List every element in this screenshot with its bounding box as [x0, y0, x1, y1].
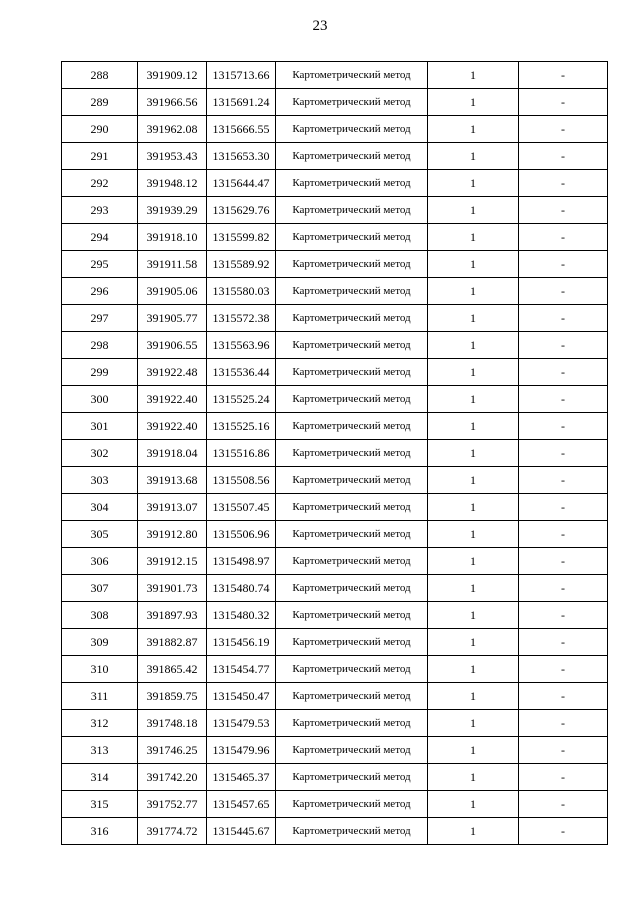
x-coordinate-cell: 391912.80: [138, 521, 207, 548]
method-cell: Картометрический метод: [276, 629, 428, 656]
point-number-cell: 305: [62, 521, 138, 548]
y-coordinate-cell: 1315479.53: [207, 710, 276, 737]
point-number-cell: 292: [62, 170, 138, 197]
note-cell: -: [519, 764, 608, 791]
page-number: 23: [312, 18, 328, 34]
point-number-cell: 316: [62, 818, 138, 845]
y-coordinate-cell: 1315644.47: [207, 170, 276, 197]
note-cell: -: [519, 629, 608, 656]
method-cell: Картометрический метод: [276, 575, 428, 602]
method-cell: Картометрический метод: [276, 89, 428, 116]
accuracy-cell: 1: [428, 602, 519, 629]
accuracy-cell: 1: [428, 791, 519, 818]
y-coordinate-cell: 1315465.37: [207, 764, 276, 791]
method-cell: Картометрический метод: [276, 656, 428, 683]
accuracy-cell: 1: [428, 683, 519, 710]
note-cell: -: [519, 683, 608, 710]
table-row: [62, 143, 608, 170]
accuracy-cell: 1: [428, 143, 519, 170]
x-coordinate-cell: 391918.10: [138, 224, 207, 251]
point-number-cell: 304: [62, 494, 138, 521]
x-coordinate-cell: 391913.07: [138, 494, 207, 521]
method-cell: Картометрический метод: [276, 764, 428, 791]
note-cell: -: [519, 656, 608, 683]
method-cell: Картометрический метод: [276, 737, 428, 764]
y-coordinate-cell: 1315572.38: [207, 305, 276, 332]
point-number-cell: 297: [62, 305, 138, 332]
method-cell: Картометрический метод: [276, 278, 428, 305]
accuracy-cell: 1: [428, 251, 519, 278]
x-coordinate-cell: 391859.75: [138, 683, 207, 710]
table-row: [62, 359, 608, 386]
y-coordinate-cell: 1315457.65: [207, 791, 276, 818]
x-coordinate-cell: 391752.77: [138, 791, 207, 818]
accuracy-cell: 1: [428, 89, 519, 116]
method-cell: Картометрический метод: [276, 251, 428, 278]
note-cell: -: [519, 197, 608, 224]
method-cell: Картометрический метод: [276, 521, 428, 548]
table-row: [62, 89, 608, 116]
x-coordinate-cell: 391882.87: [138, 629, 207, 656]
y-coordinate-cell: 1315507.45: [207, 494, 276, 521]
table-row: [62, 116, 608, 143]
y-coordinate-cell: 1315508.56: [207, 467, 276, 494]
accuracy-cell: 1: [428, 170, 519, 197]
x-coordinate-cell: 391922.48: [138, 359, 207, 386]
method-cell: Картометрический метод: [276, 386, 428, 413]
point-number-cell: 293: [62, 197, 138, 224]
table-row: [62, 548, 608, 575]
method-cell: Картометрический метод: [276, 413, 428, 440]
method-cell: Картометрический метод: [276, 494, 428, 521]
accuracy-cell: 1: [428, 116, 519, 143]
table-row: [62, 575, 608, 602]
x-coordinate-cell: 391865.42: [138, 656, 207, 683]
point-number-cell: 290: [62, 116, 138, 143]
table-row: [62, 278, 608, 305]
point-number-cell: 299: [62, 359, 138, 386]
coordinates-table-body: [62, 62, 608, 845]
note-cell: -: [519, 305, 608, 332]
note-cell: -: [519, 359, 608, 386]
coordinates-table: [61, 61, 608, 845]
note-cell: -: [519, 278, 608, 305]
method-cell: Картометрический метод: [276, 170, 428, 197]
point-number-cell: 308: [62, 602, 138, 629]
accuracy-cell: 1: [428, 737, 519, 764]
point-number-cell: 301: [62, 413, 138, 440]
point-number-cell: 314: [62, 764, 138, 791]
note-cell: -: [519, 791, 608, 818]
accuracy-cell: 1: [428, 575, 519, 602]
table-row: [62, 251, 608, 278]
x-coordinate-cell: 391948.12: [138, 170, 207, 197]
y-coordinate-cell: 1315691.24: [207, 89, 276, 116]
method-cell: Картометрический метод: [276, 224, 428, 251]
note-cell: -: [519, 386, 608, 413]
table-row: [62, 656, 608, 683]
x-coordinate-cell: 391912.15: [138, 548, 207, 575]
y-coordinate-cell: 1315653.30: [207, 143, 276, 170]
accuracy-cell: 1: [428, 359, 519, 386]
accuracy-cell: 1: [428, 440, 519, 467]
table-row: [62, 440, 608, 467]
table-row: [62, 413, 608, 440]
accuracy-cell: 1: [428, 305, 519, 332]
table-row: [62, 737, 608, 764]
note-cell: -: [519, 89, 608, 116]
y-coordinate-cell: 1315479.96: [207, 737, 276, 764]
table-row: [62, 521, 608, 548]
accuracy-cell: 1: [428, 548, 519, 575]
accuracy-cell: 1: [428, 413, 519, 440]
method-cell: Картометрический метод: [276, 467, 428, 494]
note-cell: -: [519, 332, 608, 359]
x-coordinate-cell: 391742.20: [138, 764, 207, 791]
point-number-cell: 298: [62, 332, 138, 359]
method-cell: Картометрический метод: [276, 710, 428, 737]
note-cell: -: [519, 494, 608, 521]
accuracy-cell: 1: [428, 656, 519, 683]
table-row: [62, 386, 608, 413]
note-cell: -: [519, 62, 608, 89]
y-coordinate-cell: 1315456.19: [207, 629, 276, 656]
y-coordinate-cell: 1315713.66: [207, 62, 276, 89]
point-number-cell: 289: [62, 89, 138, 116]
y-coordinate-cell: 1315445.67: [207, 818, 276, 845]
table-row: [62, 683, 608, 710]
note-cell: -: [519, 413, 608, 440]
x-coordinate-cell: 391939.29: [138, 197, 207, 224]
note-cell: -: [519, 818, 608, 845]
point-number-cell: 303: [62, 467, 138, 494]
x-coordinate-cell: 391953.43: [138, 143, 207, 170]
note-cell: -: [519, 143, 608, 170]
x-coordinate-cell: 391913.68: [138, 467, 207, 494]
table-row: [62, 764, 608, 791]
method-cell: Картометрический метод: [276, 683, 428, 710]
note-cell: -: [519, 440, 608, 467]
x-coordinate-cell: 391748.18: [138, 710, 207, 737]
table-row: [62, 224, 608, 251]
x-coordinate-cell: 391746.25: [138, 737, 207, 764]
note-cell: -: [519, 710, 608, 737]
accuracy-cell: 1: [428, 710, 519, 737]
y-coordinate-cell: 1315666.55: [207, 116, 276, 143]
x-coordinate-cell: 391911.58: [138, 251, 207, 278]
x-coordinate-cell: 391918.04: [138, 440, 207, 467]
y-coordinate-cell: 1315480.32: [207, 602, 276, 629]
y-coordinate-cell: 1315599.82: [207, 224, 276, 251]
table-row: [62, 494, 608, 521]
y-coordinate-cell: 1315589.92: [207, 251, 276, 278]
x-coordinate-cell: 391774.72: [138, 818, 207, 845]
y-coordinate-cell: 1315516.86: [207, 440, 276, 467]
accuracy-cell: 1: [428, 818, 519, 845]
x-coordinate-cell: 391901.73: [138, 575, 207, 602]
point-number-cell: 310: [62, 656, 138, 683]
table-row: [62, 62, 608, 89]
accuracy-cell: 1: [428, 521, 519, 548]
y-coordinate-cell: 1315525.24: [207, 386, 276, 413]
x-coordinate-cell: 391922.40: [138, 413, 207, 440]
note-cell: -: [519, 548, 608, 575]
method-cell: Картометрический метод: [276, 359, 428, 386]
y-coordinate-cell: 1315454.77: [207, 656, 276, 683]
y-coordinate-cell: 1315525.16: [207, 413, 276, 440]
method-cell: Картометрический метод: [276, 197, 428, 224]
method-cell: Картометрический метод: [276, 62, 428, 89]
table-row: [62, 629, 608, 656]
y-coordinate-cell: 1315506.96: [207, 521, 276, 548]
accuracy-cell: 1: [428, 278, 519, 305]
x-coordinate-cell: 391906.55: [138, 332, 207, 359]
y-coordinate-cell: 1315450.47: [207, 683, 276, 710]
point-number-cell: 300: [62, 386, 138, 413]
method-cell: Картометрический метод: [276, 305, 428, 332]
point-number-cell: 294: [62, 224, 138, 251]
y-coordinate-cell: 1315480.74: [207, 575, 276, 602]
accuracy-cell: 1: [428, 386, 519, 413]
x-coordinate-cell: 391966.56: [138, 89, 207, 116]
table-row: [62, 467, 608, 494]
point-number-cell: 309: [62, 629, 138, 656]
table-row: [62, 332, 608, 359]
accuracy-cell: 1: [428, 629, 519, 656]
point-number-cell: 315: [62, 791, 138, 818]
point-number-cell: 291: [62, 143, 138, 170]
method-cell: Картометрический метод: [276, 332, 428, 359]
y-coordinate-cell: 1315580.03: [207, 278, 276, 305]
note-cell: -: [519, 170, 608, 197]
x-coordinate-cell: 391922.40: [138, 386, 207, 413]
note-cell: -: [519, 737, 608, 764]
table-row: [62, 305, 608, 332]
point-number-cell: 312: [62, 710, 138, 737]
point-number-cell: 311: [62, 683, 138, 710]
table-row: [62, 818, 608, 845]
point-number-cell: 307: [62, 575, 138, 602]
y-coordinate-cell: 1315563.96: [207, 332, 276, 359]
y-coordinate-cell: 1315536.44: [207, 359, 276, 386]
accuracy-cell: 1: [428, 764, 519, 791]
table-row: [62, 791, 608, 818]
method-cell: Картометрический метод: [276, 602, 428, 629]
note-cell: -: [519, 116, 608, 143]
table-row: [62, 602, 608, 629]
table-row: [62, 170, 608, 197]
y-coordinate-cell: 1315498.97: [207, 548, 276, 575]
point-number-cell: 306: [62, 548, 138, 575]
table-row: [62, 197, 608, 224]
x-coordinate-cell: 391962.08: [138, 116, 207, 143]
point-number-cell: 288: [62, 62, 138, 89]
x-coordinate-cell: 391897.93: [138, 602, 207, 629]
point-number-cell: 296: [62, 278, 138, 305]
x-coordinate-cell: 391905.77: [138, 305, 207, 332]
accuracy-cell: 1: [428, 494, 519, 521]
point-number-cell: 302: [62, 440, 138, 467]
method-cell: Картометрический метод: [276, 116, 428, 143]
x-coordinate-cell: 391909.12: [138, 62, 207, 89]
method-cell: Картометрический метод: [276, 440, 428, 467]
accuracy-cell: 1: [428, 62, 519, 89]
note-cell: -: [519, 251, 608, 278]
point-number-cell: 295: [62, 251, 138, 278]
method-cell: Картометрический метод: [276, 548, 428, 575]
note-cell: -: [519, 521, 608, 548]
note-cell: -: [519, 467, 608, 494]
note-cell: -: [519, 602, 608, 629]
method-cell: Картометрический метод: [276, 143, 428, 170]
note-cell: -: [519, 224, 608, 251]
method-cell: Картометрический метод: [276, 818, 428, 845]
accuracy-cell: 1: [428, 332, 519, 359]
method-cell: Картометрический метод: [276, 791, 428, 818]
accuracy-cell: 1: [428, 467, 519, 494]
table-row: [62, 710, 608, 737]
accuracy-cell: 1: [428, 224, 519, 251]
x-coordinate-cell: 391905.06: [138, 278, 207, 305]
accuracy-cell: 1: [428, 197, 519, 224]
y-coordinate-cell: 1315629.76: [207, 197, 276, 224]
point-number-cell: 313: [62, 737, 138, 764]
note-cell: -: [519, 575, 608, 602]
